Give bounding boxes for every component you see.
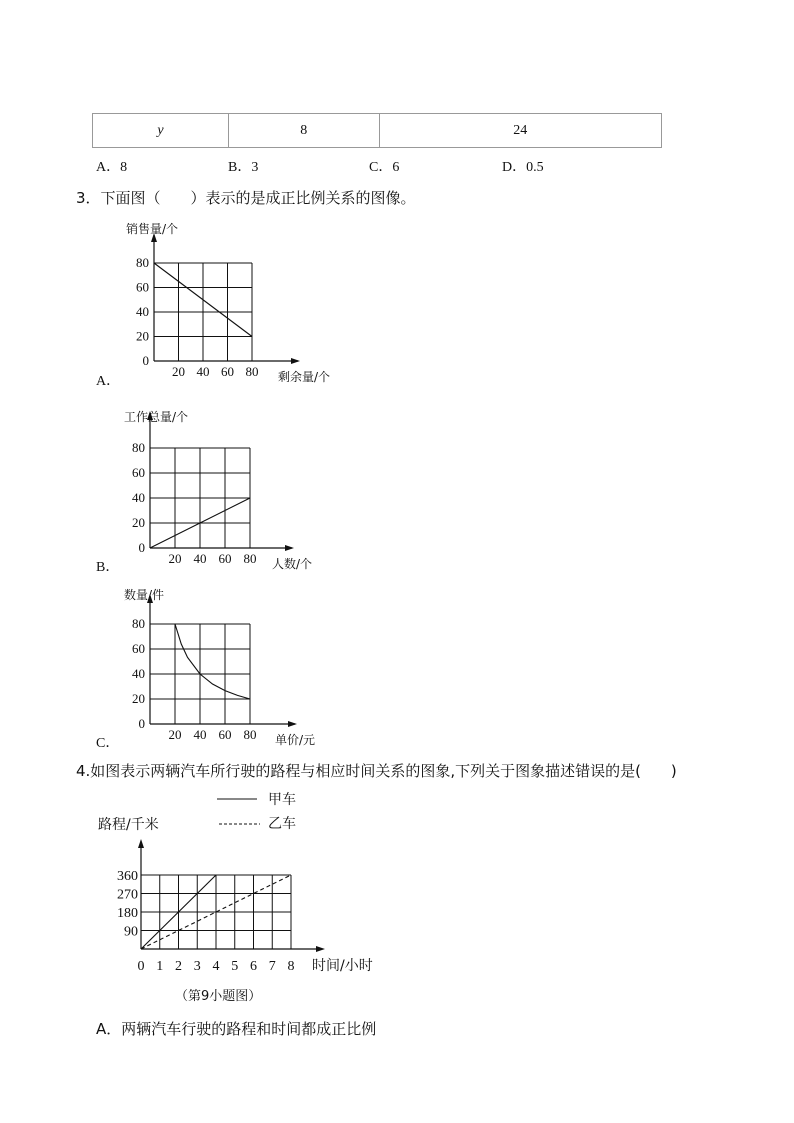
y-tick-label: 90: [124, 924, 138, 940]
x-tick-label: 60: [218, 551, 232, 566]
x-tick-label: 80: [243, 727, 257, 742]
series-line: [175, 624, 250, 699]
x-tick-label: 80: [245, 364, 259, 379]
q2-option-b[interactable]: B．3: [228, 160, 259, 175]
x-tick-label: 40: [193, 551, 207, 566]
x-axis-label: 剩余量/个: [278, 370, 331, 384]
y-axis-label: 路程/千米: [98, 817, 159, 833]
y-tick-label: 40: [136, 304, 149, 319]
y-tick-label: 270: [117, 887, 138, 903]
value-table: [92, 113, 662, 148]
y-tick-label: 80: [132, 616, 145, 631]
y-tick-label: 60: [132, 641, 145, 656]
option-letter: B．: [96, 560, 120, 575]
x-tick-label: 0: [137, 959, 145, 974]
x-axis-arrow: [285, 545, 294, 551]
y-tick-label: 80: [132, 440, 145, 455]
y-tick-label: 0: [138, 716, 145, 731]
x-axis-label: 单价/元: [275, 733, 316, 747]
chart-travel: [90, 785, 410, 1010]
x-tick-label: 7: [268, 959, 276, 974]
x-tick-label: 20: [172, 364, 185, 379]
y-tick-label: 20: [132, 515, 145, 530]
option-letter: A．: [96, 374, 121, 389]
option-letter: C．: [96, 736, 120, 751]
y-tick-label: 60: [132, 465, 145, 480]
y-tick-label: 20: [132, 691, 145, 706]
y-tick-label: 0: [138, 540, 145, 555]
x-tick-label: 20: [168, 727, 182, 742]
question-4-text: 4.如图表示两辆汽车所行驶的路程与相应时间关系的图象,下列关于图象描述错误的是( ): [76, 762, 677, 780]
table-row-label: y: [93, 114, 229, 148]
y-tick-label: 20: [136, 328, 149, 344]
x-tick-label: 20: [168, 551, 182, 566]
x-tick-label: 4: [212, 959, 220, 974]
x-axis-label: 人数/个: [272, 557, 313, 571]
y-tick-label: 60: [136, 279, 149, 295]
q2-option-d[interactable]: D．0.5: [502, 160, 544, 175]
q2-option-a[interactable]: A．8: [96, 160, 128, 175]
x-tick-label: 3: [193, 959, 201, 974]
legend-label: 乙车: [268, 816, 296, 832]
y-tick-label: 80: [136, 255, 149, 270]
x-axis-arrow: [288, 721, 297, 727]
chart-a: [90, 215, 340, 390]
chart-b: [90, 405, 340, 577]
y-tick-label: 360: [117, 869, 138, 884]
y-axis-label: 数量/件: [124, 588, 165, 602]
y-tick-label: 40: [132, 666, 145, 681]
table-row: [93, 114, 662, 148]
y-tick-label: 0: [142, 353, 149, 368]
question-3-text: 3．下面图（ ）表示的是成正比例关系的图像。: [76, 189, 416, 207]
y-tick-label: 40: [132, 490, 145, 505]
chart-c: [90, 583, 340, 753]
x-tick-label: 40: [193, 727, 207, 742]
option-a-text[interactable]: A．两辆汽车行驶的路程和时间都成正比例: [96, 1020, 377, 1038]
x-axis-arrow: [291, 358, 300, 364]
x-tick-label: 2: [175, 959, 182, 974]
x-tick-label: 1: [156, 959, 164, 974]
legend-label: 甲车: [268, 792, 296, 808]
x-tick-label: 60: [218, 727, 232, 742]
x-tick-label: 8: [287, 959, 295, 974]
y-axis-label: 工作总量/个: [124, 410, 189, 424]
chart-caption: （第9小题图）: [175, 989, 262, 1004]
x-tick-label: 5: [231, 959, 239, 974]
table-cell: 24: [379, 114, 661, 148]
y-tick-label: 180: [117, 906, 138, 921]
q2-option-c[interactable]: C．6: [369, 160, 400, 175]
table-cell: 8: [228, 114, 379, 148]
x-tick-label: 6: [250, 959, 257, 974]
x-tick-label: 60: [221, 364, 234, 379]
x-axis-label: 时间/小时: [312, 958, 373, 974]
x-tick-label: 80: [243, 551, 257, 566]
x-axis-arrow: [316, 946, 325, 952]
y-axis-label: 销售量/个: [126, 222, 179, 236]
y-axis-arrow: [138, 839, 144, 848]
x-tick-label: 40: [196, 364, 210, 379]
